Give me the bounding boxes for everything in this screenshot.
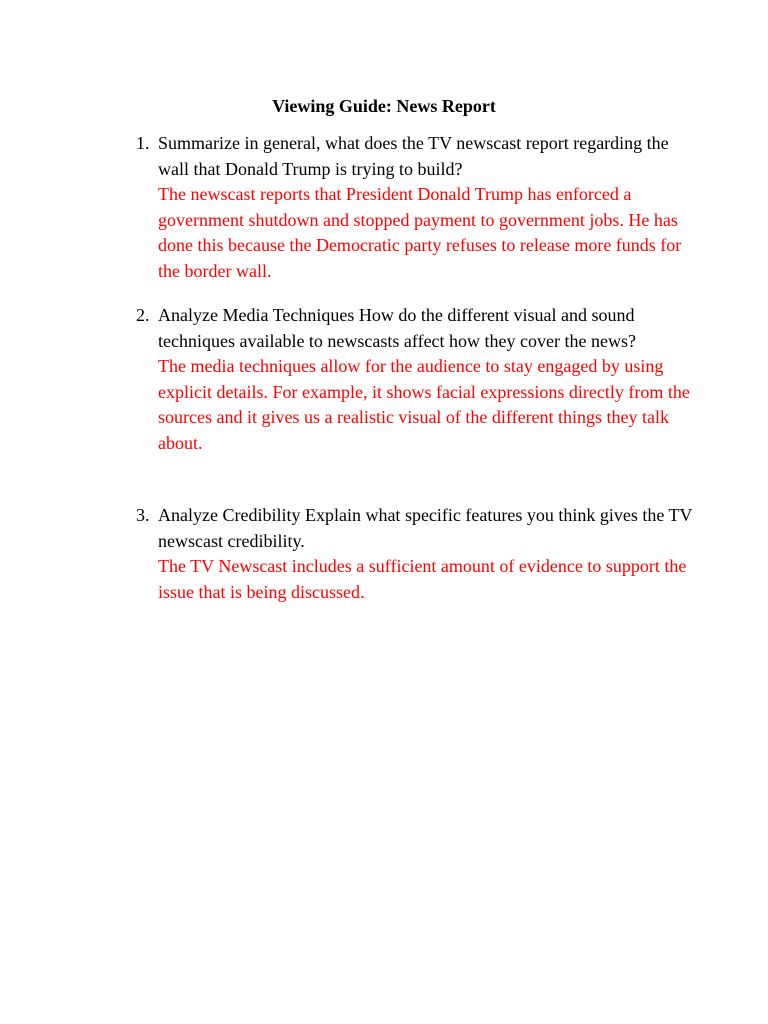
question-number: 3. [136, 505, 150, 525]
question-body [158, 303, 696, 456]
question-number: 2. [136, 305, 150, 325]
question-item-2 [136, 303, 696, 456]
question-body [158, 131, 696, 284]
question-item-1 [136, 131, 696, 284]
question-prompt: Analyze Media Techniques How do the different visual and sound techniques available to newscasts affect how they cover the news? [158, 305, 636, 351]
question-answer: The newscast reports that President Donald Trump has enforced a government shutdown and stopped payment to government jobs. He has done this because the Democratic party refuses to release more funds for the border wall. [158, 184, 682, 281]
question-item-3 [136, 503, 696, 605]
question-prompt: Analyze Credibility Explain what specific features you think gives the TV newscast credibility. [158, 505, 693, 551]
question-prompt: Summarize in general, what does the TV newscast report regarding the wall that Donald Trump is trying to build? [158, 133, 669, 179]
question-number: 1. [136, 133, 150, 153]
question-body [158, 503, 696, 605]
document-title: Viewing Guide: News Report [272, 96, 496, 116]
question-answer: The media techniques allow for the audience to stay engaged by using explicit details. For example, it shows facial expressions directly from the sources and it gives us a realistic visual of the different things they talk about. [158, 356, 690, 453]
question-answer: The TV Newscast includes a sufficient amount of evidence to support the issue that is being discussed. [158, 556, 687, 602]
